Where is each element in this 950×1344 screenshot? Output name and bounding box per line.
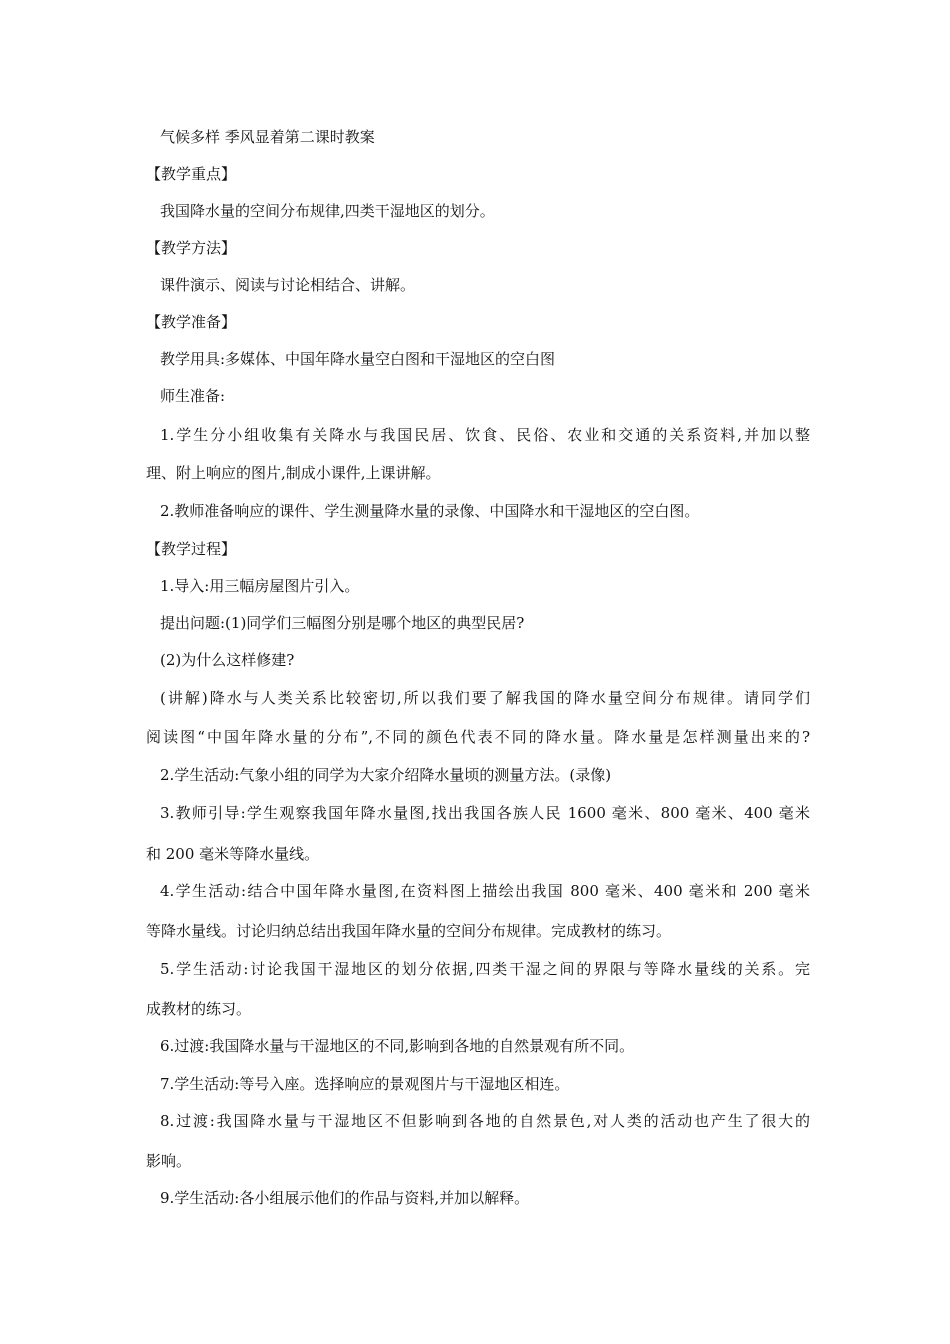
process-step-4-line-1: 4.学生活动:结合中国年降水量图,在资料图上描绘出我国 800 毫米、400 毫米和 200 毫米 — [160, 882, 810, 900]
key-points-text: 我国降水量的空间分布规律,四类干湿地区的划分。 — [160, 202, 495, 220]
process-step-5-line-2: 成教材的练习。 — [146, 1000, 252, 1018]
preparation-teacher-student: 师生准备: — [160, 387, 226, 405]
heading-process: 【教学过程】 — [146, 540, 237, 558]
process-step-7: 7.学生活动:等号入座。选择响应的景观图片与干湿地区相连。 — [160, 1075, 570, 1093]
preparation-item-1-line-2: 理、附上响应的图片,制成小课件,上课讲解。 — [146, 464, 441, 482]
process-lecture-line-1: (讲解)降水与人类关系比较密切,所以我们要了解我国的降水量空间分布规律。请同学们 — [160, 689, 810, 707]
process-step-5-line-1: 5.学生活动:讨论我国干湿地区的划分依据,四类干湿之间的界限与等降水量线的关系。完 — [160, 960, 810, 978]
process-step-6: 6.过渡:我国降水量与干湿地区的不同,影响到各地的自然景观有所不同。 — [160, 1037, 635, 1055]
process-step-3-line-1: 3.教师引导:学生观察我国年降水量图,找出我国各族人民 1600 毫米、800 毫米、400 毫米 — [160, 804, 810, 822]
process-step-4-line-2: 等降水量线。讨论归纳总结出我国年降水量的空间分布规律。完成教材的练习。 — [146, 922, 672, 940]
preparation-item-2: 2.教师准备响应的课件、学生测量降水量的录像、中国降水和干湿地区的空白图。 — [160, 502, 700, 520]
heading-methods: 【教学方法】 — [146, 239, 237, 257]
process-step-2: 2.学生活动:气象小组的同学为大家介绍降水量顷的测量方法。(录像) — [160, 766, 612, 784]
process-question-2: (2)为什么这样修建? — [160, 651, 295, 669]
process-step-9: 9.学生活动:各小组展示他们的作品与资料,并加以解释。 — [160, 1189, 530, 1207]
process-step-1: 1.导入:用三幅房屋图片引入。 — [160, 577, 360, 595]
preparation-tools: 教学用具:多媒体、中国年降水量空白图和干湿地区的空白图 — [160, 350, 556, 368]
process-lecture-line-2: 阅读图“中国年降水量的分布”,不同的颜色代表不同的降水量。降水量是怎样测量出来的? — [146, 728, 810, 746]
heading-preparation: 【教学准备】 — [146, 313, 237, 331]
preparation-item-1-line-1: 1.学生分小组收集有关降水与我国民居、饮食、民俗、农业和交通的关系资料,并加以整 — [160, 426, 810, 444]
process-step-3-line-2: 和 200 毫米等降水量线。 — [146, 845, 320, 863]
process-step-8-line-1: 8.过渡:我国降水量与干湿地区不但影响到各地的自然景色,对人类的活动也产生了很大的 — [160, 1112, 810, 1130]
process-step-8-line-2: 影响。 — [146, 1152, 192, 1170]
heading-key-points: 【教学重点】 — [146, 165, 237, 183]
methods-text: 课件演示、阅读与讨论相结合、讲解。 — [160, 276, 416, 294]
process-question-1: 提出问题:(1)同学们三幅图分别是哪个地区的典型民居? — [160, 614, 525, 632]
document-title: 气候多样 季风显着第二课时教案 — [160, 128, 375, 146]
